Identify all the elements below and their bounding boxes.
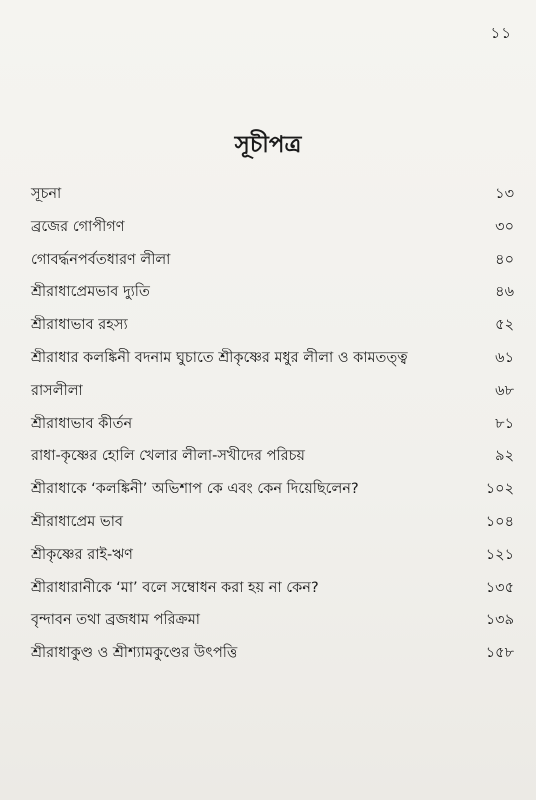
toc-entry-title: ব্রজের গোপীগণ — [31, 218, 125, 235]
toc-entry-title: শ্রীরাধারানীকে ‘মা’ বলে সম্বোধন করা হয় না কেন? — [31, 579, 319, 596]
toc-entry — [31, 478, 514, 511]
table-of-contents — [31, 183, 514, 675]
toc-entry — [31, 314, 514, 347]
toc-entry-title: শ্রীরাধার কলঙ্কিনী বদনাম ঘুচাতে শ্রীকৃষ্ণের মধুর লীলা ও কামতত্ত্ব — [31, 349, 408, 366]
toc-entry — [31, 347, 514, 380]
toc-entry-title: রাসলীলা — [31, 382, 83, 399]
toc-entry-page: ৮১ — [495, 415, 514, 432]
toc-entry-page: ১৩৯ — [485, 612, 514, 629]
toc-entry-page: ১২১ — [485, 546, 514, 563]
toc-entry-title: রাধা-কৃষ্ণের হোলি খেলার লীলা-সখীদের পরিচয় — [31, 448, 305, 465]
toc-entry-title: শ্রীরাধাপ্রেমভাব দ্যুতি — [31, 284, 150, 301]
page-title: সূচীপত্র — [234, 132, 302, 158]
toc-entry — [31, 281, 514, 314]
toc-entry — [31, 609, 514, 642]
toc-entry-title: শ্রীরাধাকুণ্ড ও শ্রীশ্যামকুণ্ডের উৎপত্তি — [31, 645, 238, 662]
toc-entry-page: ১৩৫ — [485, 579, 514, 596]
toc-entry-title: শ্রীকৃষ্ণের রাই-ঋণ — [31, 546, 133, 563]
toc-entry — [31, 445, 514, 478]
toc-entry-page: ৯২ — [495, 448, 514, 465]
toc-entry-page: ৬৮ — [495, 382, 514, 399]
toc-entry-title: সূচনা — [31, 186, 62, 202]
toc-entry — [31, 183, 514, 216]
toc-entry — [31, 216, 514, 249]
toc-entry-page: ১০৪ — [485, 513, 514, 530]
toc-entry-title: শ্রীরাধাকে ‘কলঙ্কিনী’ অভিশাপ কে এবং কেন দিয়েছিলেন? — [31, 481, 359, 498]
toc-entry — [31, 249, 514, 282]
toc-entry — [31, 577, 514, 610]
toc-entry-title: শ্রীরাধাভাব রহস্য — [31, 317, 128, 334]
page-number: ১১ — [490, 24, 512, 42]
toc-entry-page: ৫২ — [495, 317, 514, 334]
toc-entry-page: ৪০ — [495, 251, 514, 268]
toc-entry-page: ১৩ — [495, 186, 514, 202]
toc-entry-title: গোবর্দ্ধনপর্বতধারণ লীলা — [31, 251, 171, 268]
toc-entry — [31, 511, 514, 544]
toc-entry-page: ১০২ — [485, 481, 514, 498]
toc-entry-page: ৬১ — [495, 349, 514, 366]
toc-entry — [31, 413, 514, 446]
toc-entry — [31, 544, 514, 577]
toc-entry-page: ৪৬ — [495, 284, 514, 301]
toc-entry-title: শ্রীরাধাপ্রেম ভাব — [31, 513, 123, 530]
toc-entry-page: ১৫৮ — [485, 645, 514, 662]
toc-entry — [31, 380, 514, 413]
toc-entry-page: ৩০ — [495, 218, 514, 235]
toc-entry-title: বৃন্দাবন তথা ব্রজধাম পরিক্রমা — [31, 612, 200, 629]
toc-entry-title: শ্রীরাধাভাব কীর্তন — [31, 415, 133, 432]
toc-entry — [31, 642, 514, 675]
